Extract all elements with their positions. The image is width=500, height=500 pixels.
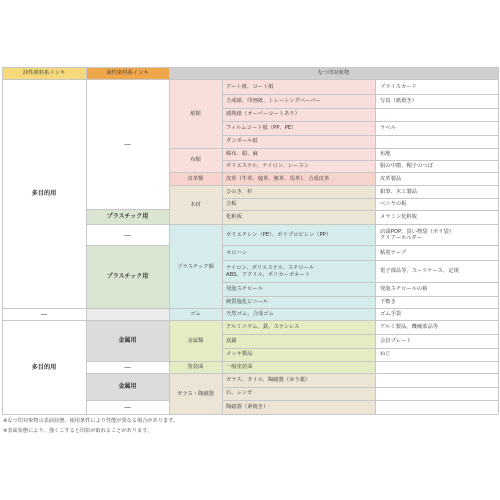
example-cell (376, 362, 498, 373)
table-border (2, 320, 86, 321)
example-cell: 会員プレート (380, 337, 412, 344)
category-metal: 金属類 (169, 321, 222, 361)
table-border (222, 148, 498, 149)
item-row: 硬質塩化ビニール (222, 296, 375, 309)
table-border (222, 224, 498, 225)
item-row: アルミニウム、鉄、ステンレス (222, 321, 375, 334)
item-row: 一般塗装面 (222, 362, 375, 373)
item-row: セロハン (222, 246, 375, 260)
example-cell: 皮革製品 (380, 175, 402, 182)
item-row: 感熱紙（オーバーコートあり） (222, 108, 375, 121)
item-row: 発泡スチロール (222, 283, 375, 296)
table-border (222, 387, 498, 388)
table-border (222, 296, 498, 297)
dye-plastic-mid: プラスチック用 (86, 246, 169, 308)
example-cell: 布地 (380, 150, 391, 157)
table-border (86, 245, 169, 246)
table-border (375, 79, 376, 414)
table-border (169, 224, 222, 225)
table-border (86, 320, 169, 321)
pigment-multipurpose-bottom: 多目的用 (31, 363, 57, 371)
table-border (86, 209, 169, 210)
table-border (169, 361, 222, 362)
item-row: 石、レンガ (222, 387, 375, 400)
item-row: ガラス、タイル、陶磁器（ゆう薬） (222, 374, 375, 387)
table-border (222, 160, 498, 161)
dye-metal-1: 金属用 (86, 321, 169, 361)
example-cell: メラミン化粧板 (380, 213, 418, 220)
example-cell: 電子部品等、スーツケース、定規 (380, 268, 459, 275)
example-cell: 写真（紙焼き） (380, 97, 418, 104)
dye-metal-2: 金属用 (86, 374, 169, 400)
dye-dash-coated: — (124, 363, 131, 372)
table-border (222, 260, 498, 261)
table-border (498, 67, 499, 414)
category-leather: 皮革類 (169, 173, 222, 185)
item-row: メッキ製品 (222, 348, 375, 361)
category-cloth: 布類 (169, 148, 222, 172)
category-coated: 塗装面 (169, 362, 222, 373)
table-border (222, 245, 498, 246)
example-cell: プライスカード (380, 83, 417, 90)
header-pigment-ink: 油性顔料系インキ (2, 68, 86, 79)
table-border (169, 320, 222, 321)
example-cell (376, 401, 498, 414)
item-row: 合成紙、印画紙、トレーシングペーパー (222, 94, 375, 108)
table-border (222, 308, 498, 309)
example-cell: ラベル (380, 124, 396, 131)
table-border (222, 361, 498, 362)
table-border (2, 67, 3, 414)
item-row: ひのき、杉 (222, 186, 375, 198)
item-row: 綿布、絹、麻 (222, 148, 375, 160)
pigment-dash-rubber: — (40, 310, 48, 319)
table-border (169, 172, 222, 173)
table-border (222, 108, 498, 109)
dye-blank-rubber (86, 309, 169, 320)
item-row: ポリエステル、ナイロン、レーヨン (222, 160, 375, 172)
example-cell (376, 135, 498, 148)
table-border (169, 148, 222, 149)
category-wood: 木材 (169, 186, 222, 224)
table-border (222, 135, 498, 136)
table-border (2, 414, 498, 415)
item-row: 陶磁器（素焼き） (222, 401, 375, 414)
table-border (2, 308, 86, 309)
category-glass: ガラス・陶磁器 (169, 374, 222, 414)
table-border (169, 308, 222, 309)
table-border (222, 334, 498, 335)
dye-plastic-top: プラスチック用 (86, 210, 169, 224)
example-cell: 店頭POP、買い物袋（ポリ袋） クリアーホルダー (380, 228, 455, 241)
item-row: 真鍮 (222, 334, 375, 348)
table-border (222, 94, 498, 95)
header-target-objects: なつ印対象物 (169, 68, 498, 79)
example-cell (376, 374, 498, 387)
table-border (169, 373, 222, 374)
category-paper: 紙類 (169, 80, 222, 148)
example-cell: ゴム手袋 (380, 311, 402, 318)
item-row: ナイロン、ポリエステル、スチロール ABS、アクリル、ポリカーボネート (222, 261, 375, 282)
footnote: ※なつ印対象物の表面状態、使用条件により性能が異なる場合があります。 (3, 418, 179, 424)
table-border (222, 198, 498, 199)
pigment-multipurpose-top: 多目的用 (31, 189, 57, 197)
dye-dash-mid: — (124, 230, 131, 239)
dye-dash-bottom: — (124, 403, 131, 412)
table-border (222, 348, 498, 349)
example-cell: アルミ製品、機械部品等 (380, 324, 439, 331)
table-border (222, 79, 223, 414)
table-border (222, 172, 498, 173)
item-row: フィルムコート紙（PP、PE） (222, 121, 375, 135)
table-border (222, 185, 498, 186)
example-cell (376, 387, 498, 400)
item-row: 皮革（牛革、鹿革、豚革、馬革）、合成皮革 (222, 173, 375, 185)
example-cell: 発泡スチロールの箱 (380, 286, 428, 293)
table-border (222, 373, 498, 374)
example-cell: ベニヤの板 (380, 200, 407, 207)
table-border (169, 185, 222, 186)
item-row: アート紙、コート紙 (222, 80, 375, 94)
footnote: ※表面状態により、強くこすると印影が取れることがあります。 (3, 428, 153, 434)
example-cell: ねじ (380, 351, 391, 358)
example-cell: 服の中衛、帽子のつば (380, 162, 433, 169)
item-row: 化粧板 (222, 210, 375, 224)
table-border (86, 308, 169, 309)
table-border (2, 67, 498, 68)
header-dye-ink: 油性染料系インキ (86, 68, 169, 79)
example-cell (376, 108, 498, 121)
table-border (222, 400, 498, 401)
table-border (222, 282, 498, 283)
category-rubber: ゴム (169, 309, 222, 320)
table-border (222, 121, 498, 122)
table-border (86, 224, 169, 225)
category-plastic: プラスチック類 (169, 225, 222, 309)
table-border (86, 400, 169, 401)
item-row: ポリエチレン（PE）、ポリプロピレン（PP） (222, 225, 375, 245)
example-cell: 下敷き (380, 299, 396, 306)
table-border (86, 361, 169, 362)
table-border (86, 373, 169, 374)
table-border (222, 320, 498, 321)
item-row: ダンボール紙 (222, 135, 375, 148)
dye-dash-top: — (124, 140, 131, 149)
example-cell: 鉛筆、木工製品 (380, 188, 418, 195)
example-cell: 粘着テープ (380, 249, 407, 256)
item-row: 天然ゴム、合成ゴム (222, 309, 375, 320)
item-row: 合板 (222, 198, 375, 210)
table-border (2, 79, 498, 80)
table-border (222, 210, 498, 211)
